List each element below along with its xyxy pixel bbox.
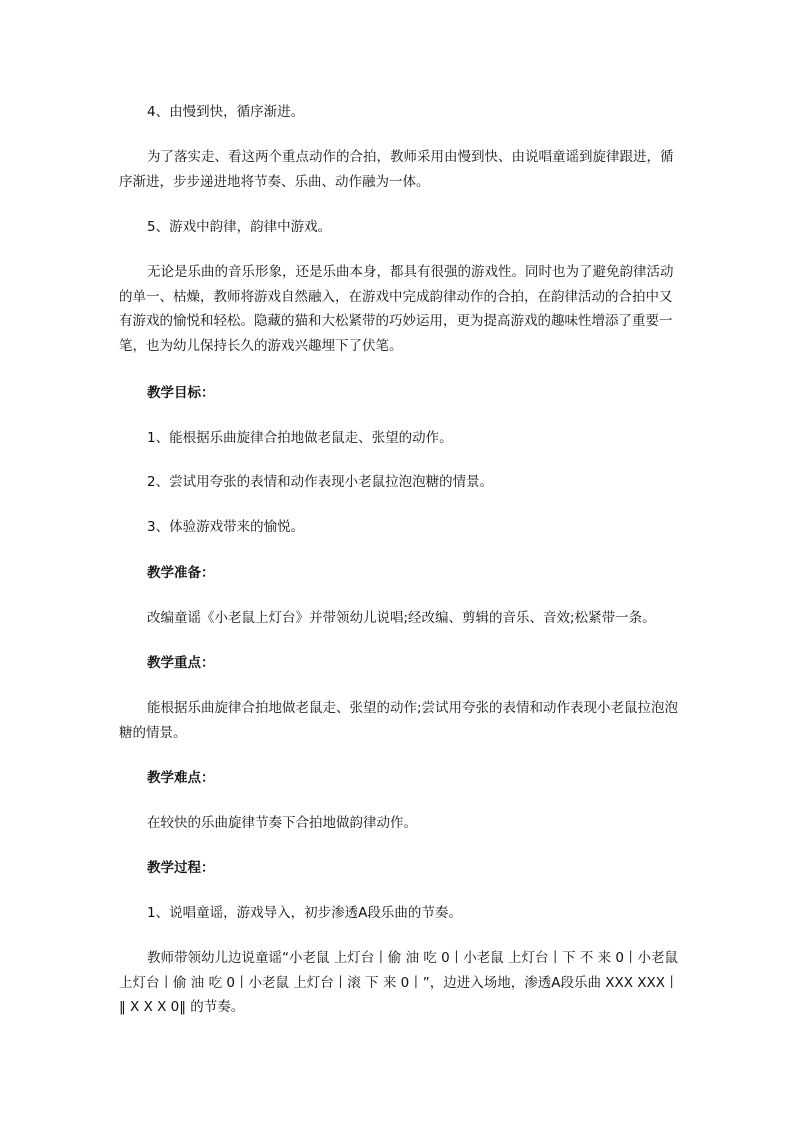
process-heading: 教学过程：: [147, 860, 215, 876]
prep-heading: 教学准备：: [147, 565, 215, 581]
goal-2: 2、尝试用夸张的表情和动作表现小老鼠拉泡泡糖的情景。: [147, 474, 494, 490]
difficulty-heading: 教学难点：: [147, 770, 215, 786]
prep-body: 改编童谣《小老鼠上灯台》并带领幼儿说唱;经改编、剪辑的音乐、音效;松紧带一条。: [147, 610, 656, 626]
item5-title: 5、游戏中韵律，韵律中游戏。: [147, 219, 332, 235]
item4-body: 为了落实走、看这两个重点动作的合拍，教师采用由慢到快、由说唱童谣到旋律跟进，循序渐进，步步递进地将节奏、乐曲、动作融为一体。: [119, 149, 674, 190]
process-step1: 1、说唱童谣，游戏导入，初步渗透A段乐曲的节奏。: [147, 905, 462, 921]
item4-title: 4、由慢到快，循序渐进。: [147, 104, 305, 120]
key-body: 能根据乐曲旋律合拍地做老鼠走、张望的动作;尝试用夸张的表情和动作表现小老鼠拉泡泡糖的情景。: [119, 700, 679, 741]
difficulty-body: 在较快的乐曲旋律节奏下合拍地做韵律动作。: [147, 815, 417, 831]
goals-heading: 教学目标：: [147, 385, 215, 401]
item5-body: 无论是乐曲的音乐形象，还是乐曲本身，都具有很强的游戏性。同时也为了避免韵律活动的单一、枯燥，教师将游戏自然融入，在游戏中完成韵律动作的合拍，在韵律活动的合拍中又有游戏的愉悦和轻松。隐藏的猫和大松紧带的巧妙运用，更为提高游戏的趣味性增添了重要一笔，也为幼儿保持长久的游戏兴趣埋下了伏笔。: [119, 264, 674, 354]
goal-3: 3、体验游戏带来的愉悦。: [147, 519, 305, 535]
key-heading: 教学重点：: [147, 655, 215, 671]
process-step1-body: 教师带领幼儿边说童谣“小老鼠 上灯台丨偷 油 吃 0丨小老鼠 上灯台丨下 不 来 0丨小老鼠 上灯台丨偷 油 吃 0丨小老鼠 上灯台丨滚 下 来 0丨”，边进入场地，渗透A段乐曲 XXX XXX丨‖ X X X 0‖ 的节奏。: [119, 950, 679, 1015]
goal-1: 1、能根据乐曲旋律合拍地做老鼠走、张望的动作。: [147, 430, 453, 446]
